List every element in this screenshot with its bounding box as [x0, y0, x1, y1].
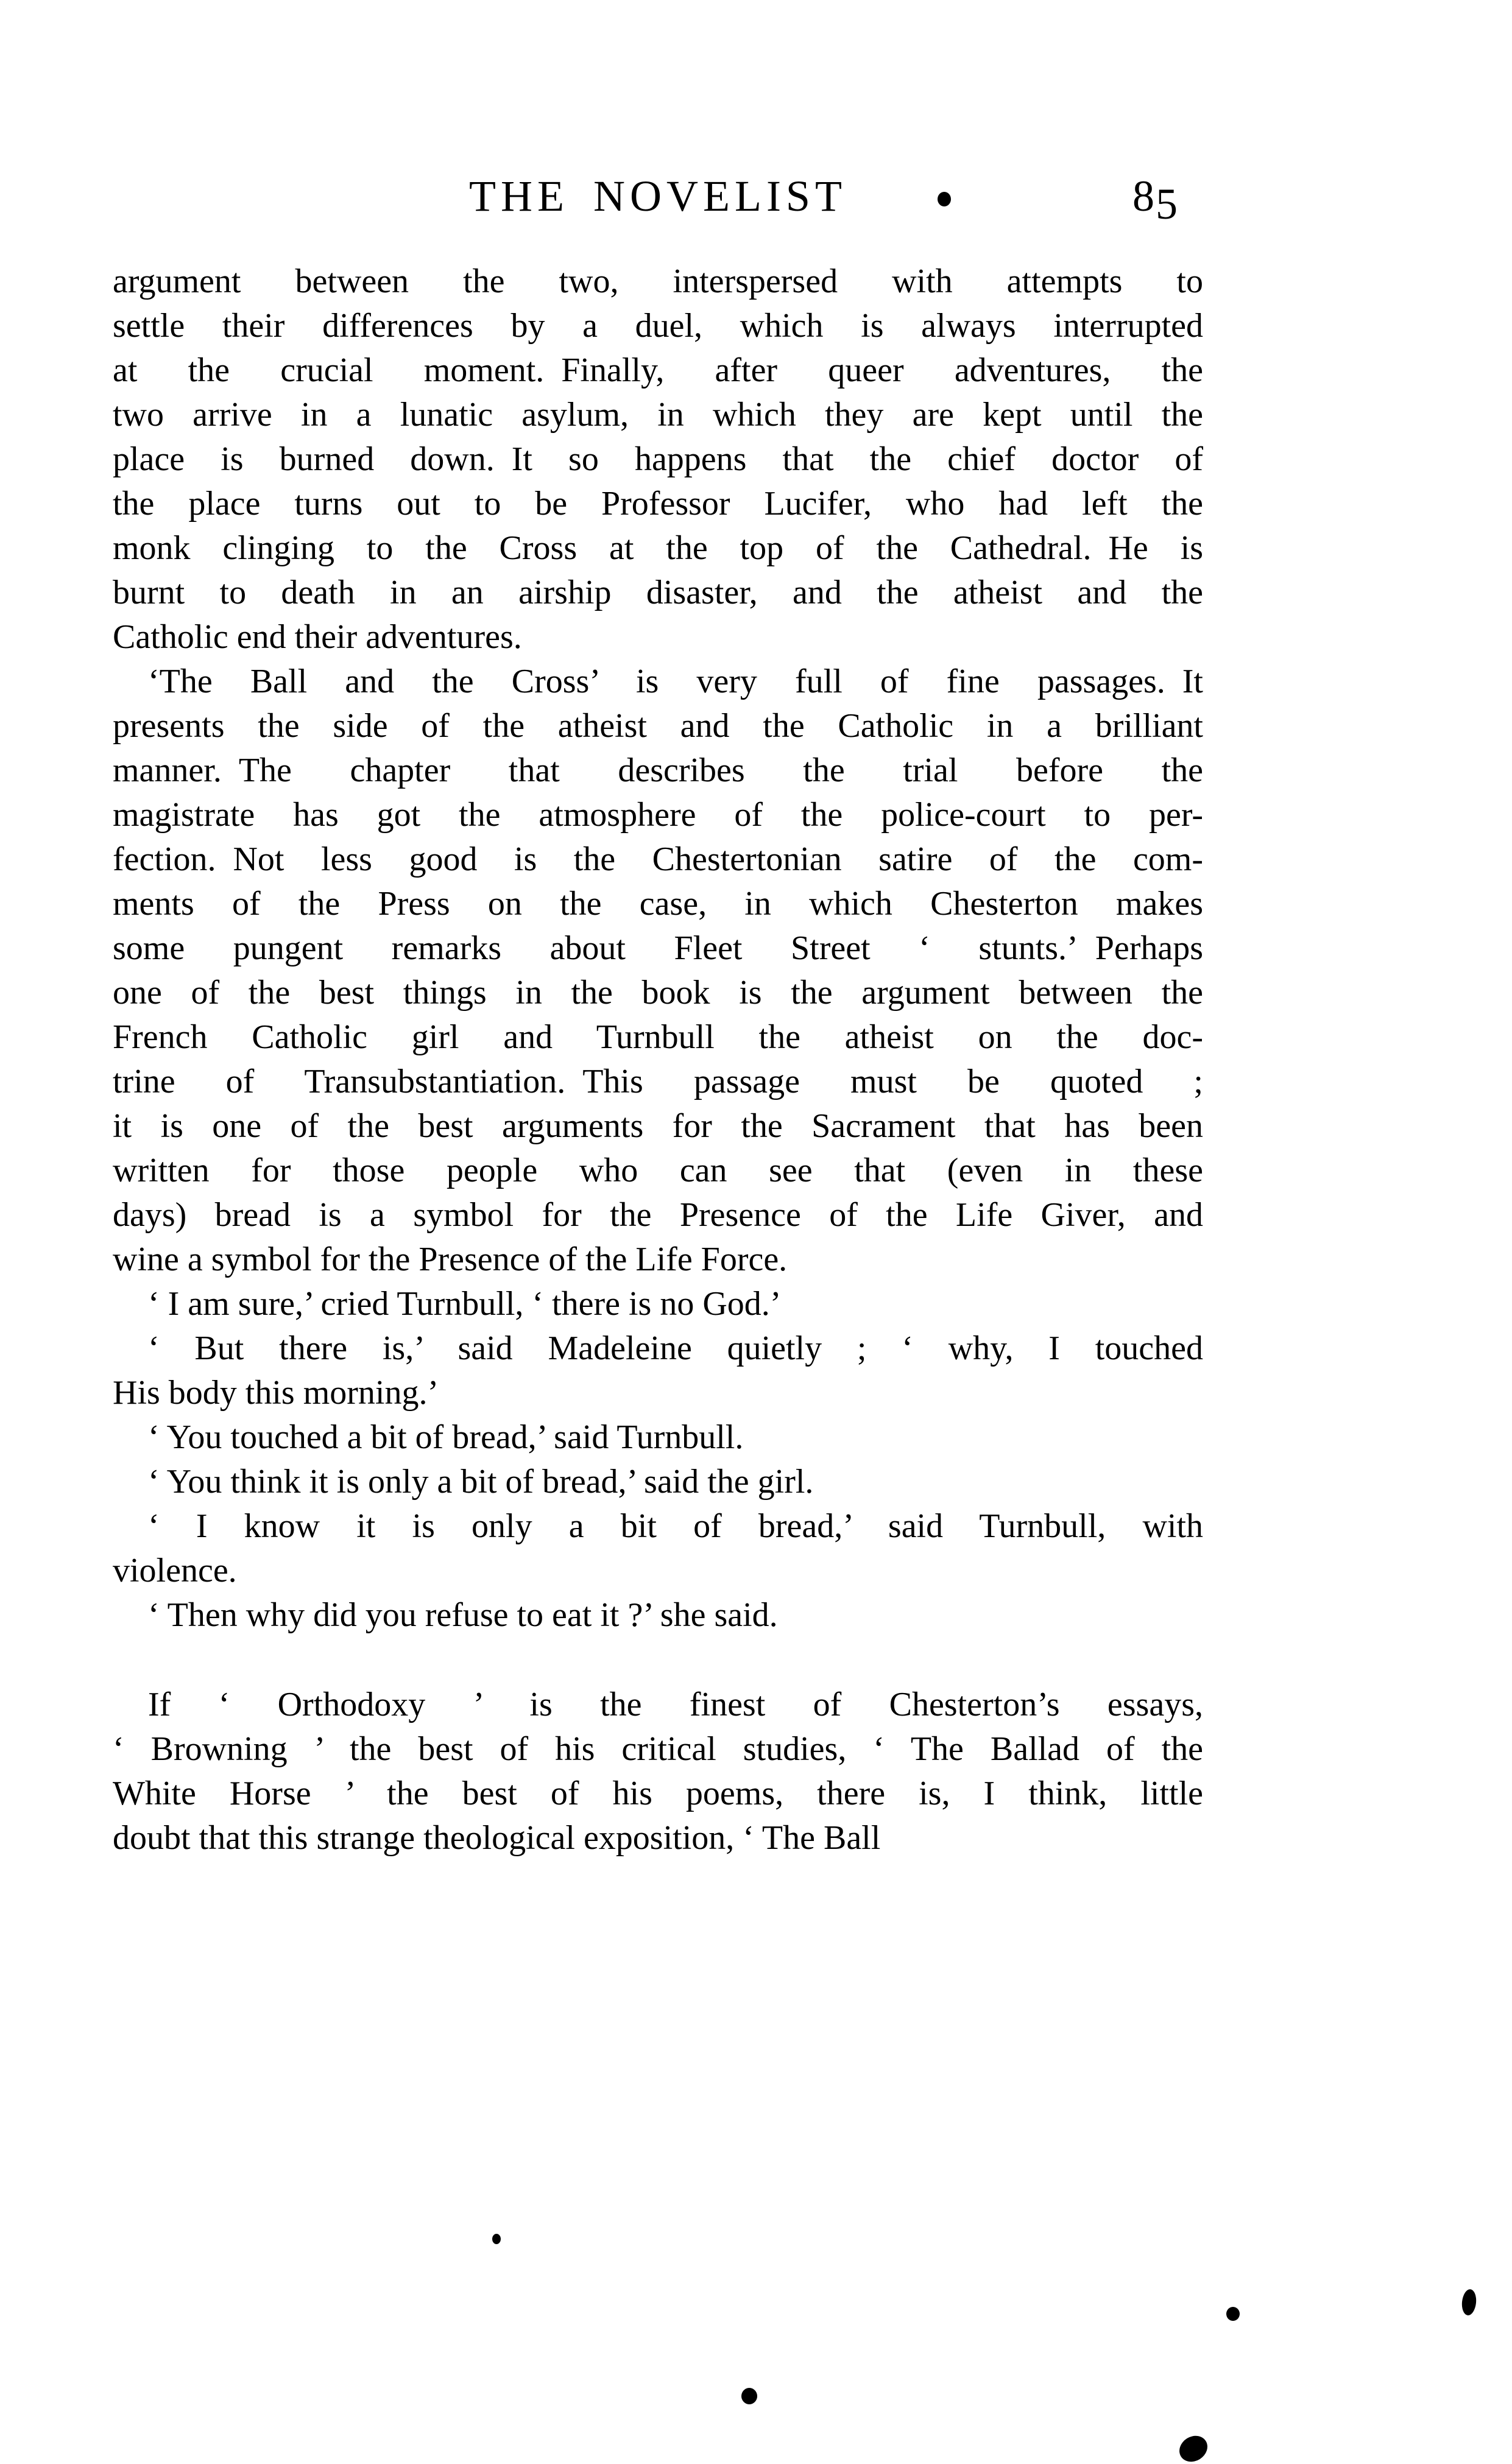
text-line: it is one of the best arguments for the Sacrament that has been	[113, 1107, 1203, 1145]
text-line: written for those people who can see that (even in these	[113, 1152, 1203, 1189]
ink-speck	[1461, 2289, 1477, 2316]
page-number	[1132, 171, 1179, 228]
text-line: presents the side of the atheist and the Catholic in a brilliant	[113, 707, 1203, 745]
text-line: French Catholic girl and Turnbull the atheist on the doc-	[113, 1018, 1203, 1056]
text-line: two arrive in a lunatic asylum, in which they are kept until the	[113, 396, 1203, 434]
ink-speck	[1226, 2307, 1240, 2321]
paragraph	[113, 1326, 1203, 1415]
page-title: THE NOVELIST	[469, 172, 847, 220]
text-line: ‘ But there is,’ said Madeleine quietly ; ‘ why, I touched	[148, 1329, 1203, 1367]
text-line: monk clinging to the Cross at the top of the Cathedral. He is	[113, 529, 1203, 567]
text-line: ments of the Press on the case, in which Chesterton makes	[113, 885, 1203, 923]
text-line: days) bread is a symbol for the Presence of the Life Giver, and	[113, 1196, 1203, 1234]
text-line: manner. The chapter that describes the trial before the	[113, 752, 1203, 789]
text-line: ‘ Browning ’ the best of his critical studies, ‘ The Ballad of the	[113, 1730, 1203, 1768]
text-line: White Horse ’ the best of his poems, there is, I think, little	[113, 1775, 1203, 1812]
text-line: His body this morning.’	[113, 1374, 439, 1412]
text-line: some pungent remarks about Fleet Street ‘ stunts.’ Perhaps	[113, 929, 1203, 967]
page-number-digit: 5	[1156, 180, 1179, 228]
paragraph	[113, 1460, 1203, 1504]
page-number-digit: 8	[1132, 172, 1156, 220]
text-line: settle their differences by a duel, which is always interrupted	[113, 307, 1203, 345]
text-line: burnt to death in an airship disaster, and the atheist and the	[113, 574, 1203, 611]
running-header	[113, 171, 1203, 229]
text-line: ‘ I am sure,’ cried Turnbull, ‘ there is no God.’	[148, 1285, 782, 1323]
text-line: fection. Not less good is the Chestertonian satire of the com-	[113, 840, 1203, 878]
text-line: ‘The Ball and the Cross’ is very full of fine passages. It	[148, 663, 1203, 700]
paragraph	[113, 1593, 1203, 1638]
body-text	[113, 259, 1203, 1860]
text-line: one of the best things in the book is the argument between the	[113, 974, 1203, 1012]
text-line: ‘ You touched a bit of bread,’ said Turnbull.	[148, 1418, 744, 1456]
text-line: ‘ You think it is only a bit of bread,’ said the girl.	[148, 1463, 814, 1501]
text-line: at the crucial moment. Finally, after queer adventures, the	[113, 351, 1203, 389]
paragraph	[113, 1415, 1203, 1460]
text-line: wine a symbol for the Presence of the Life Force.	[113, 1241, 788, 1278]
paragraph	[113, 660, 1203, 1282]
ink-speck	[492, 2234, 501, 2244]
text-line: place is burned down. It so happens that the chief doctor of	[113, 440, 1203, 478]
text-line: doubt that this strange theological exposition, ‘ The Ball	[113, 1819, 881, 1857]
paragraph	[113, 1504, 1203, 1593]
text-line: violence.	[113, 1552, 237, 1589]
paragraph	[113, 1282, 1203, 1326]
text-line: the place turns out to be Professor Lucifer, who had left the	[113, 485, 1203, 523]
paragraph	[113, 1683, 1203, 1860]
text-line: If ‘ Orthodoxy ’ is the finest of Chesterton’s essays,	[148, 1686, 1203, 1723]
text-line: trine of Transubstantiation. This passage must be quoted ;	[113, 1063, 1203, 1100]
text-line: argument between the two, interspersed with attempts to	[113, 262, 1203, 300]
text-line: Catholic end their adventures.	[113, 618, 522, 656]
text-line: ‘ Then why did you refuse to eat it ?’ she said.	[148, 1596, 778, 1634]
ink-speck	[741, 2388, 757, 2404]
paragraph	[113, 259, 1203, 660]
header-ink-dot	[938, 192, 951, 206]
text-line: ‘ I know it is only a bit of bread,’ said Turnbull, with	[148, 1507, 1203, 1545]
text-line: magistrate has got the atmosphere of the police-court to per-	[113, 796, 1203, 834]
ink-speck	[1175, 2431, 1212, 2464]
